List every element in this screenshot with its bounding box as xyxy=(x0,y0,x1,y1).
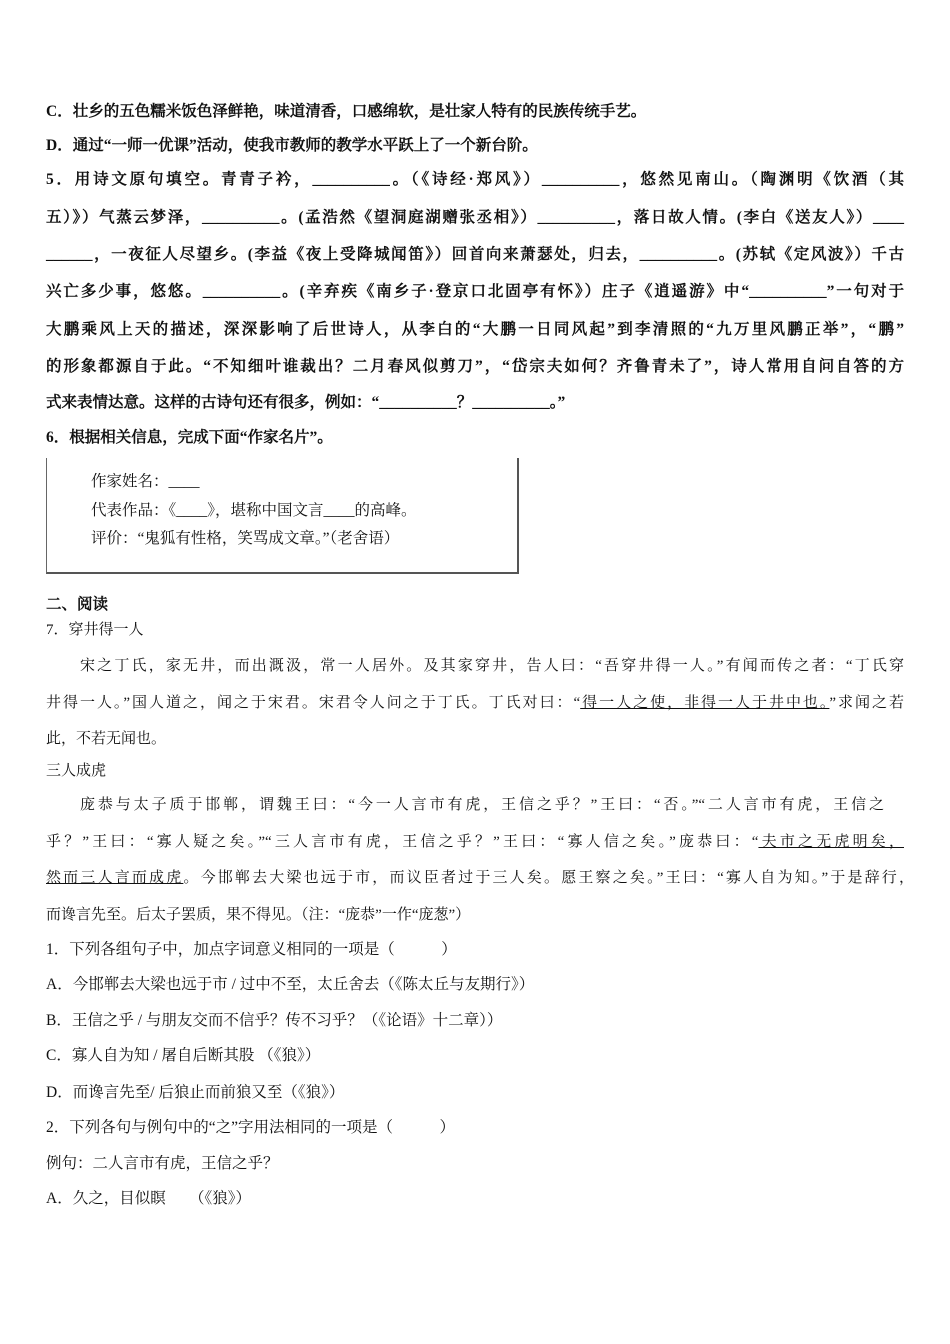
passage1-line: 宋之丁氏，家无井，而出溉汲，常一人居外。及其家穿井，告人曰：“吾穿井得一人。”有闻而传之者：“丁氏穿 xyxy=(80,658,904,674)
passage1-line xyxy=(46,693,904,713)
passage1-line: 此，不若无闻也。 xyxy=(46,731,167,747)
option-c: C．壮乡的五色糯米饭色泽鲜艳，味道清香，口感绵软，是壮家人特有的民族传统手艺。 xyxy=(46,103,647,120)
q5-line: 5．用诗文原句填空。青青子衿，__________。（《诗经·郑风》）__________，悠然见南山。（陶渊明《饮酒（其 xyxy=(46,171,904,188)
passage2-line xyxy=(46,832,904,852)
q1-option-a: A．今邯郸去大梁也远于市 / 过中不至，太丘舍去（《陈太丘与友期行》） xyxy=(46,976,535,993)
q5-line: ______，一夜征人尽望乡。(李益《夜上受降城闻笛》）回首向来萧瑟处，归去，__________。(苏轼《定风波》）千古 xyxy=(46,246,904,263)
question-1: 1．下列各组句子中，加点字词意义相同的一项是（ ） xyxy=(46,941,457,958)
card-works: 代表作品：《____》，堪称中国文言____的高峰。 xyxy=(91,502,417,519)
underlined-sentence: 然而三人言而成虎 xyxy=(46,870,184,886)
passage2-line: 庞恭与太子质于邯郸，谓魏王曰：“今一人言市有虎，王信之乎？”王曰：“否。”“二人言市有虎，王信之 xyxy=(80,797,884,813)
underlined-sentence: 得一人之使，非得一人于井中也。 xyxy=(580,695,830,711)
writer-card xyxy=(46,458,519,574)
q1-option-d: D．而谗言先至/ 后狼止而前狼又至（《狼》） xyxy=(46,1084,345,1101)
passage2-title: 三人成虎 xyxy=(46,763,107,779)
q5-line: 式来表情达意。这样的古诗句还有很多，例如：“__________？__________。” xyxy=(46,394,566,411)
q6-prompt: 6．根据相关信息，完成下面“作家名片”。 xyxy=(46,429,333,446)
q7-title: 7．穿井得一人 xyxy=(46,622,144,638)
question-2: 2．下列各句与例句中的“之”字用法相同的一项是（ ） xyxy=(46,1119,456,1136)
section-heading: 二、阅读 xyxy=(46,596,109,613)
passage2-line xyxy=(46,868,914,888)
q2-option-a: A．久之，目似瞑 （《狼》） xyxy=(46,1190,251,1207)
passage2-line: 而谗言先至。后太子罢质，果不得见。（注：“庞恭”一作“庞葱”） xyxy=(46,907,471,923)
q2-example: 例句：二人言市有虎，王信之乎？ xyxy=(46,1155,279,1172)
option-d: D．通过“一师一优课”活动，使我市教师的教学水平跃上了一个新台阶。 xyxy=(46,137,538,154)
q5-line: 大鹏乘风上天的描述，深深影响了后世诗人，从李白的“大鹏一日同风起”到李清照的“九万里风鹏正举”，“鹏” xyxy=(46,321,904,338)
text: 乎？”王曰：“寡人疑之矣。”“三人言市有虎，王信之乎？”王曰：“寡人信之矣。”庞恭曰：“ xyxy=(46,834,759,850)
card-name: 作家姓名：____ xyxy=(91,473,200,490)
text: 。今邯郸去大梁也远于市，而议臣者过于三人矣。愿王察之矣。”王曰：“寡人自为知。”于是辞行， xyxy=(183,870,914,886)
text: ”求闻之若 xyxy=(829,695,904,711)
q5-line: 的形象都源自于此。“不知细叶谁裁出？二月春风似剪刀”，“岱宗夫如何？齐鲁青未了”，诗人常用自问自答的方 xyxy=(46,358,904,375)
q5-line: 兴亡多少事，悠悠。__________。(辛弃疾《南乡子·登京口北固亭有怀》）庄子《逍遥游》中“__________”一句对于 xyxy=(46,283,904,300)
q5-line: 五）》）气蒸云梦泽，__________。(孟浩然《望洞庭湖赠张丞相》）__________，落日故人情。(李白《送友人》）____ xyxy=(46,209,904,226)
q1-option-c: C．寡人自为知 / 屠自后断其股 （《狼》） xyxy=(46,1047,321,1064)
underlined-sentence: 夫市之无虎明矣， xyxy=(758,834,904,850)
card-review: 评价：“鬼狐有性格，笑骂成文章。”（老舍语） xyxy=(91,530,400,547)
q1-option-b: B．王信之乎 / 与朋友交而不信乎？传不习乎？（《论语》十二章）） xyxy=(46,1012,503,1029)
text: 井得一人。”国人道之，闻之于宋君。宋君令人问之于丁氏。丁氏对曰：“ xyxy=(46,695,581,711)
